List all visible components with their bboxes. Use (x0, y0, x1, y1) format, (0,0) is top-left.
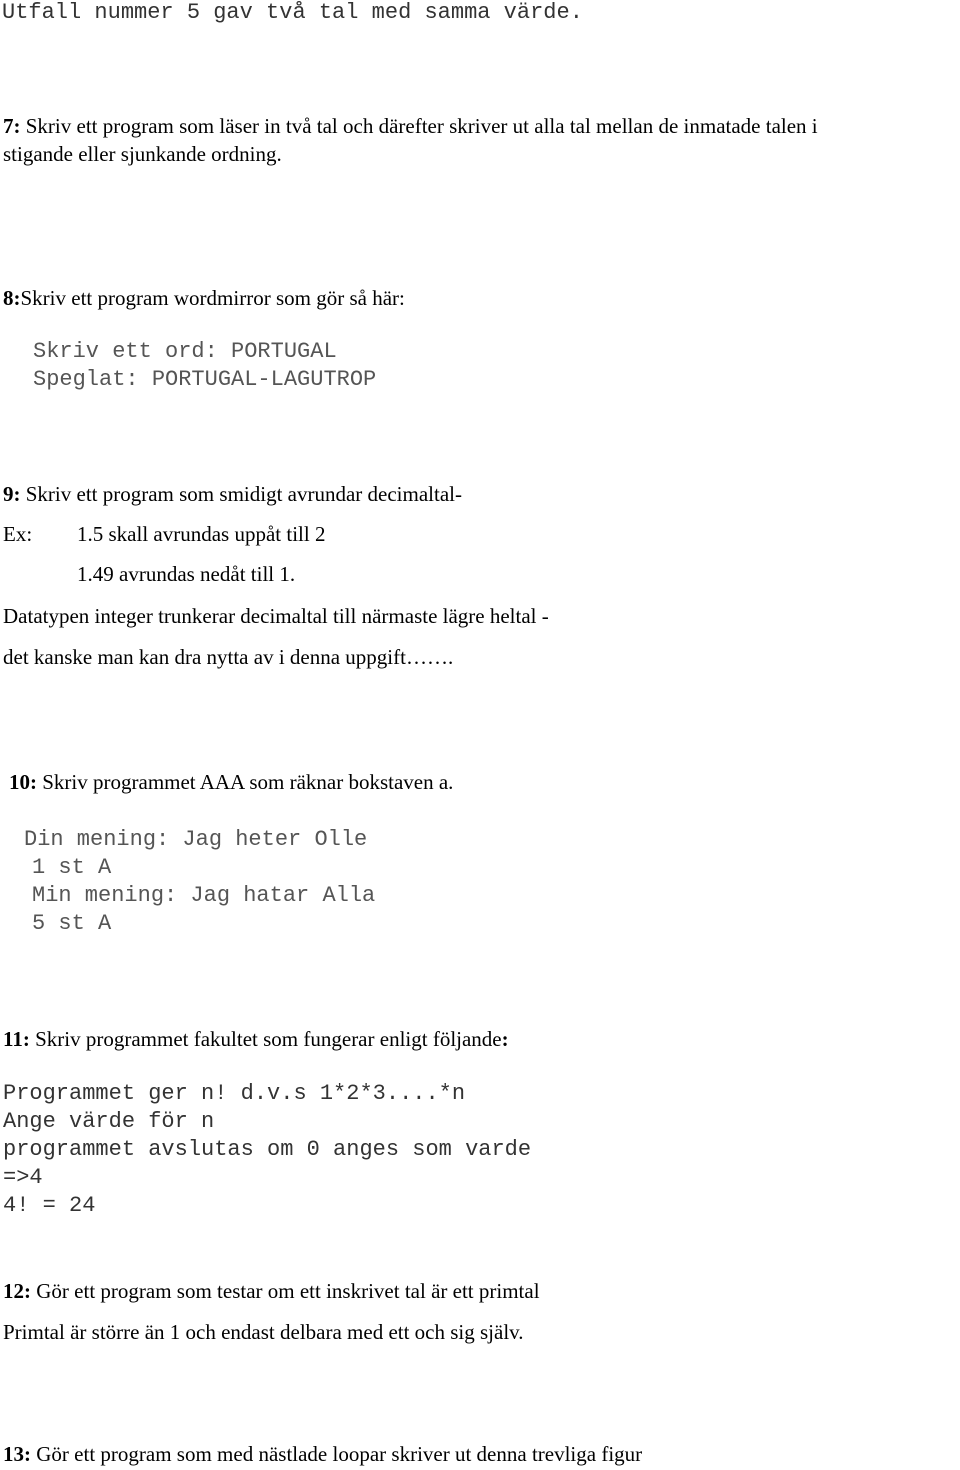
task10-code-line: 5 st A (32, 911, 112, 936)
task8-code-line: Speglat: PORTUGAL-LAGUTROP (33, 367, 377, 392)
task10-code-line: 1 st A (32, 855, 112, 880)
task9-example-label: Ex: (3, 522, 33, 546)
task11-code-line: =>4 (3, 1165, 43, 1190)
task9-heading (3, 480, 462, 508)
task12-number: 12: (3, 1279, 31, 1303)
task10-heading (9, 768, 453, 796)
task11-number: 11: (3, 1027, 30, 1051)
task11-code-line: 4! = 24 (3, 1193, 96, 1218)
task11-heading (3, 1025, 509, 1053)
task13-number: 13: (3, 1442, 31, 1466)
task11-code-line: Programmet ger n! d.v.s 1*2*3....*n (3, 1081, 466, 1106)
task12-heading (3, 1277, 540, 1305)
task8-code-line: Skriv ett ord: PORTUGAL (33, 339, 337, 364)
intro-line: Utfall nummer 5 gav två tal med samma värde. (2, 0, 583, 25)
task7-line2: stigande eller sjunkande ordning. (3, 142, 282, 166)
task9-example-1: 1.5 skall avrundas uppåt till 2 (77, 522, 326, 546)
task9-number: 9: (3, 482, 21, 506)
task7-text: Skriv ett program som läser in två tal och därefter skriver ut alla tal mellan de inmatade talen i (20, 114, 818, 138)
task8-heading (3, 284, 405, 312)
task7-line1 (3, 112, 818, 140)
task10-number: 10: (9, 770, 37, 794)
task12-text: Gör ett program som testar om ett inskrivet tal är ett primtal (31, 1279, 540, 1303)
task10-code-line: Din mening: Jag heter Olle (24, 827, 368, 852)
task8-text: Skriv ett program wordmirror som gör så här: (20, 286, 405, 310)
task11-colon: : (501, 1027, 509, 1051)
task13-text: Gör ett program som med nästlade loopar skriver ut denna trevliga figur (31, 1442, 643, 1466)
task10-text: Skriv programmet AAA som räknar bokstaven a. (37, 770, 454, 794)
task7-number: 7: (3, 114, 21, 138)
task8-number: 8: (3, 286, 21, 310)
task10-code-line: Min mening: Jag hatar Alla (32, 883, 376, 908)
task12-line2: Primtal är större än 1 och endast delbara med ett och sig själv. (3, 1320, 524, 1344)
task11-text: Skriv programmet fakultet som fungerar enligt följande (29, 1027, 502, 1051)
task13-heading (3, 1440, 642, 1468)
task9-text: Skriv ett program som smidigt avrundar decimaltal- (20, 482, 462, 506)
task9-note-1: Datatypen integer trunkerar decimaltal till närmaste lägre heltal - (3, 604, 549, 628)
task11-code-line: Ange värde för n (3, 1109, 215, 1134)
task11-code-line: programmet avslutas om 0 anges som varde (3, 1137, 532, 1162)
task9-note-2: det kanske man kan dra nytta av i denna uppgift……. (3, 645, 454, 669)
task9-example-2: 1.49 avrundas nedåt till 1. (77, 562, 296, 586)
